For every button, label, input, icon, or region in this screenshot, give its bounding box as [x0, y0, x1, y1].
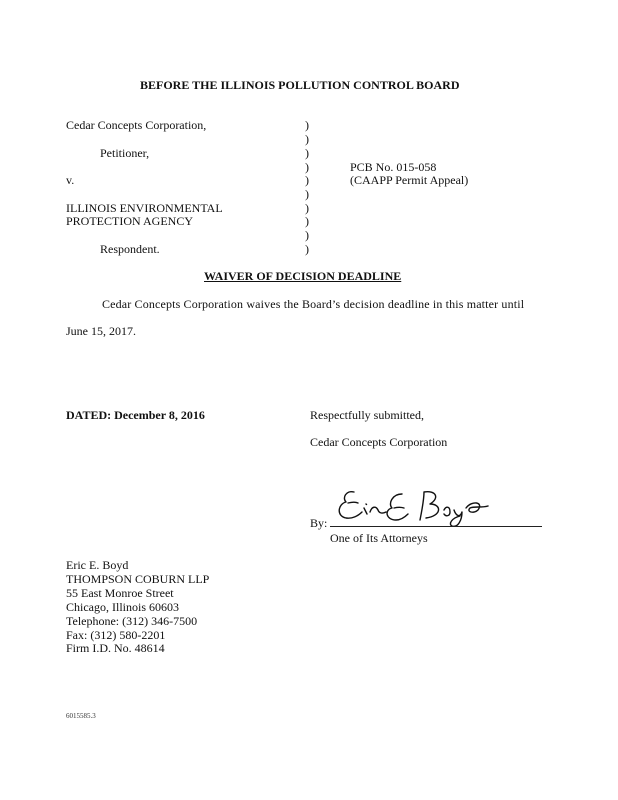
by-label: By:	[310, 516, 328, 530]
firm-city: Chicago, Illinois 60603	[66, 600, 179, 614]
firm-telephone: Telephone: (312) 346-7500	[66, 614, 198, 628]
body-line-1: Cedar Concepts Corporation waives the Board’s decision deadline in this matter until	[102, 297, 525, 311]
firm-fax: Fax: (312) 580-2201	[66, 628, 166, 642]
attorney-designation: One of Its Attorneys	[330, 531, 428, 545]
caption-paren: )	[305, 173, 309, 187]
body-line-2: June 15, 2017.	[66, 324, 136, 338]
firm-id: Firm I.D. No. 48614	[66, 641, 165, 655]
document-id: 6015585.3	[66, 712, 96, 720]
firm-street: 55 East Monroe Street	[66, 586, 174, 600]
caption-paren: )	[305, 160, 309, 174]
caption-paren: )	[305, 242, 309, 256]
caption-paren: )	[305, 201, 309, 215]
case-number: PCB No. 015-058	[350, 160, 437, 174]
respondent-name-line1: ILLINOIS ENVIRONMENTAL	[66, 201, 223, 215]
caption-paren: )	[305, 118, 309, 132]
caption-paren: )	[305, 187, 309, 201]
petitioner-name: Cedar Concepts Corporation,	[66, 118, 207, 132]
versus: v.	[66, 173, 75, 187]
document-title: WAIVER OF DECISION DEADLINE	[204, 269, 402, 283]
caption-paren: )	[305, 214, 309, 228]
petitioner-role: Petitioner,	[100, 146, 150, 160]
caption-paren: )	[305, 228, 309, 242]
law-firm: THOMPSON COBURN LLP	[66, 572, 210, 586]
caption-paren: )	[305, 132, 309, 146]
dated-line: DATED: December 8, 2016	[66, 408, 205, 422]
respondent-name-line2: PROTECTION AGENCY	[66, 214, 194, 228]
document-heading: BEFORE THE ILLINOIS POLLUTION CONTROL BOARD	[140, 78, 460, 92]
respectfully-submitted: Respectfully submitted,	[310, 408, 424, 422]
handwritten-signature	[332, 486, 492, 530]
signature-line	[330, 526, 542, 527]
attorney-name: Eric E. Boyd	[66, 558, 129, 572]
respondent-role: Respondent.	[100, 242, 160, 256]
caption-paren: )	[305, 146, 309, 160]
client-name: Cedar Concepts Corporation	[310, 435, 448, 449]
case-type: (CAAPP Permit Appeal)	[350, 173, 469, 187]
